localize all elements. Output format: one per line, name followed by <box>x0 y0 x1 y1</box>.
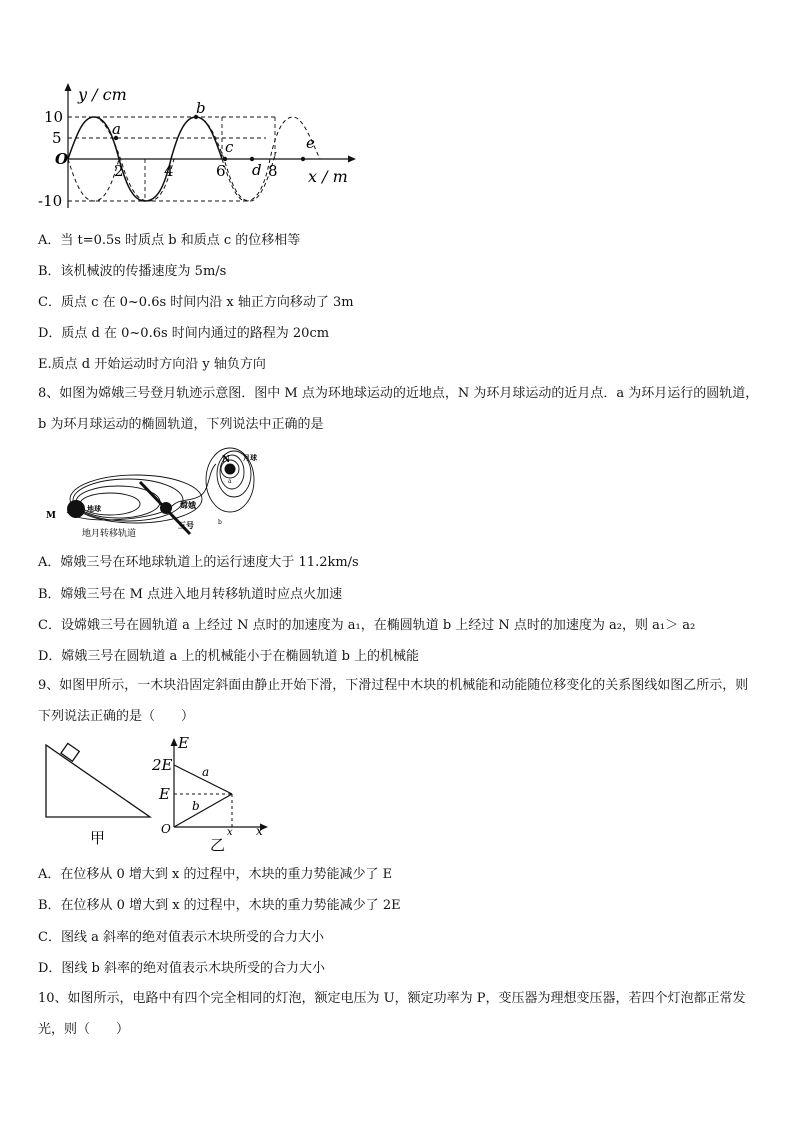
orbit-diagram <box>40 446 290 542</box>
q8-stem: 8、如图为嫦娥三号登月轨迹示意图．图中 M 点为环地球运动的近地点，N 为环月球运动的近月点．a 为环月运行的圆轨道，b 为环月球运动的椭圆轨道，下列说法中正确的是 <box>38 386 759 432</box>
wave-graph <box>30 80 370 215</box>
y-2e-label: 2E <box>152 756 173 774</box>
incline-figure <box>40 737 160 852</box>
x-tick-2: 2 <box>114 162 124 180</box>
energy-graph <box>148 733 278 853</box>
q10-stem: 10、如图所示，电路中有四个完全相同的灯泡，额定电压为 U，额定功率为 P，变压器为理想变压器，若四个灯泡都正常发光，则（ ） <box>38 991 746 1037</box>
point-e-label: e <box>306 134 315 152</box>
fig-jia-label: 甲 <box>90 829 106 847</box>
point-b-label: b <box>196 99 206 117</box>
q9-option-c: C．图线 a 斜率的绝对值表示木块所受的合力大小 <box>38 930 324 945</box>
line-a-label: a <box>202 765 210 779</box>
x-axis-label: x / m <box>308 167 348 186</box>
orbit-a-label: a <box>228 478 232 485</box>
q9-option-a: A．在位移从 0 增大到 x 的过程中，木块的重力势能减少了 E <box>38 867 393 882</box>
q9-option-d: D．图线 b 斜率的绝对值表示木块所受的合力大小 <box>38 961 326 976</box>
transfer-orbit-label: 地月转移轨道 <box>82 529 137 539</box>
q7-option-b: B．该机械波的传播速度为 5m/s <box>38 264 227 279</box>
origin-o-label: O <box>161 822 171 836</box>
q7-option-e: E.质点 d 开始运动时方向沿 y 轴负方向 <box>38 357 266 372</box>
fig-yi-label: 乙 <box>210 836 226 853</box>
y-tick-5: 5 <box>52 129 62 147</box>
x-axis-label: x <box>256 824 263 838</box>
probe-label-2: 三号 <box>178 520 194 530</box>
y-e-label: E <box>159 785 170 803</box>
y-tick-neg10: -10 <box>38 192 63 210</box>
orbit-b-label: b <box>218 519 222 526</box>
earth-label: 地球 <box>87 504 101 513</box>
point-c-label: c <box>225 138 234 156</box>
q8-option-d: D．嫦娥三号在圆轨道 a 上的机械能小于在椭圆轨道 b 上的机械能 <box>38 649 420 664</box>
point-a-label: a <box>112 120 121 138</box>
q8-option-b: B．嫦娥三号在 M 点进入地月转移轨道时应点火加速 <box>38 587 343 602</box>
y-tick-10: 10 <box>44 108 64 126</box>
q9-stem: 9、如图甲所示，一木块沿固定斜面由静止开始下滑，下滑过程中木块的机械能和动能随位移变化的关系图线如图乙所示，则下列说法正确的是（ ） <box>38 678 749 724</box>
y-axis-label: y / cm <box>78 85 127 104</box>
q7-option-a: A．当 t=0.5s 时质点 b 和质点 c 的位移相等 <box>38 233 301 248</box>
y-axis-e-label: E <box>178 734 189 752</box>
x-tick-4: 4 <box>164 162 174 180</box>
q8-option-a: A．嫦娥三号在环地球轨道上的运行速度大于 11.2km/s <box>38 555 359 570</box>
point-d-label: d <box>252 161 262 179</box>
point-m-label: M <box>46 511 56 521</box>
moon-label: 月球 <box>243 453 257 462</box>
q7-option-c: C．质点 c 在 0~0.6s 时间内沿 x 轴正方向移动了 3m <box>38 295 354 310</box>
point-n-label: N <box>222 455 231 465</box>
line-b-label: b <box>192 799 200 813</box>
origin-label: O <box>55 150 69 168</box>
x-tick-8: 8 <box>268 162 278 180</box>
x-tick-6: 6 <box>216 162 226 180</box>
x-mark-label: x <box>227 827 233 838</box>
q7-option-d: D．质点 d 在 0~0.6s 时间内通过的路程为 20cm <box>38 326 330 341</box>
probe-label-1: 嫦娥 <box>180 500 196 510</box>
q9-option-b: B．在位移从 0 增大到 x 的过程中，木块的重力势能减少了 2E <box>38 898 401 913</box>
q8-option-c: C．设嫦娥三号在圆轨道 a 上经过 N 点时的加速度为 a₁，在椭圆轨道 b 上经过 N 点时的加速度为 a₂，则 a₁＞ a₂ <box>38 618 696 633</box>
